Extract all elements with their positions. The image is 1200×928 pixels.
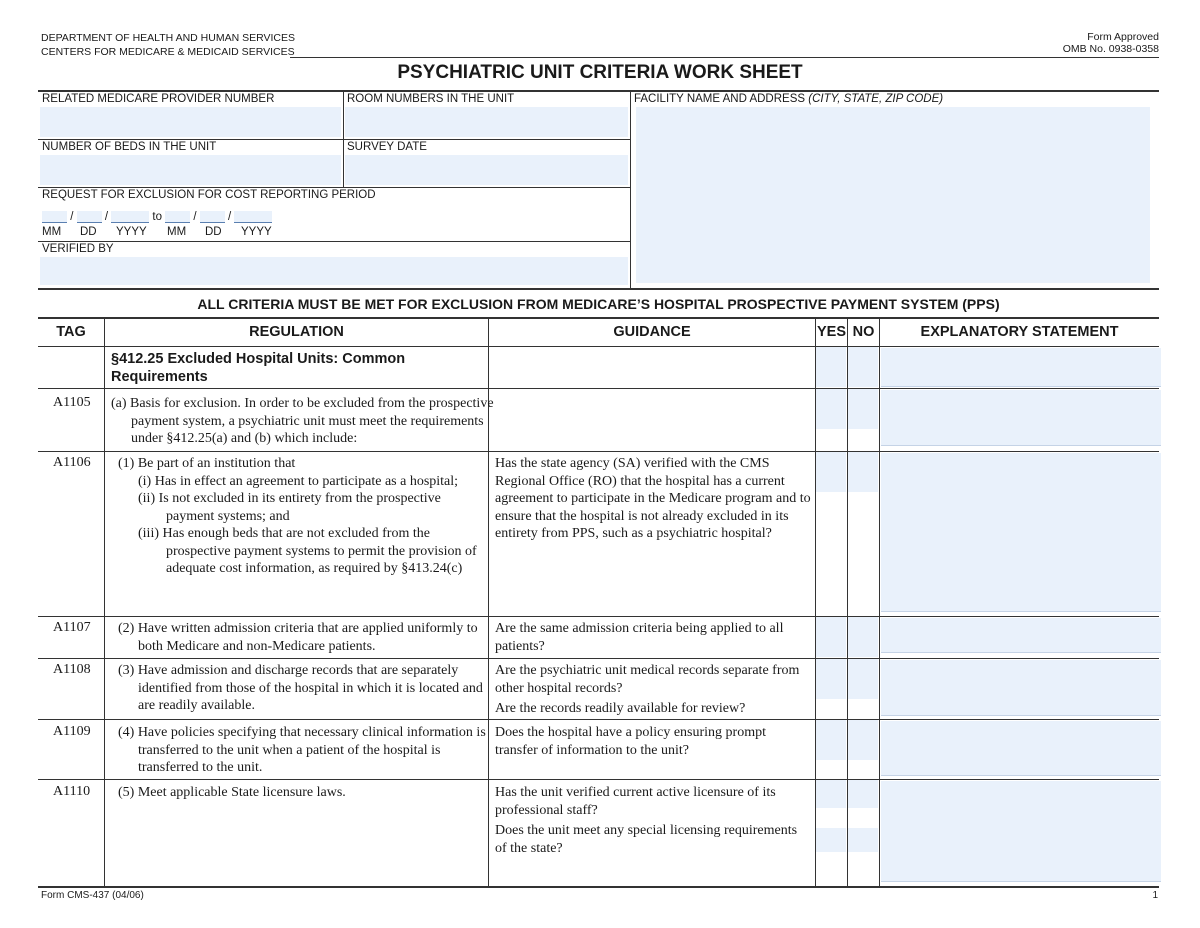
tag-a1108: A1108 bbox=[53, 662, 91, 677]
beds-label: NUMBER OF BEDS IN THE UNIT bbox=[42, 141, 217, 153]
no-checkbox[interactable] bbox=[848, 347, 878, 387]
col-no: NO bbox=[852, 324, 875, 340]
yes-checkbox[interactable] bbox=[816, 659, 846, 699]
guidance-a1109: Does the hospital have a policy ensuring prompt transfer of information to the unit? bbox=[495, 725, 766, 758]
criteria-banner: ALL CRITERIA MUST BE MET FOR EXCLUSION FROM MEDICARE’S HOSPITAL PROSPECTIVE PAYMENT SYSTEM (PPS) bbox=[197, 296, 1000, 312]
regulation-a1105: (a) Basis for exclusion. In order to be excluded from the prospective payment system, a psychiatric unit must meet the requirements under §412.25(a) and (b) which include: bbox=[111, 396, 494, 446]
exclusion-period-label: REQUEST FOR EXCLUSION FOR COST REPORTING PERIOD bbox=[42, 189, 376, 201]
no-checkbox[interactable] bbox=[848, 720, 878, 760]
survey-date-input[interactable] bbox=[345, 155, 628, 185]
agency-line-1: DEPARTMENT OF HEALTH AND HUMAN SERVICES bbox=[41, 32, 295, 44]
section-heading: §412.25 Excluded Hospital Units: Common Requirements bbox=[111, 351, 406, 385]
agency-block bbox=[41, 31, 295, 59]
end-mm-input[interactable] bbox=[165, 211, 190, 223]
room-numbers-input[interactable] bbox=[345, 107, 628, 137]
regulation-a1107: (2) Have written admission criteria that are applied uniformly to both Medicare and non-Medicare patients. bbox=[118, 621, 478, 654]
page-number: 1 bbox=[1152, 890, 1158, 901]
tag-a1109: A1109 bbox=[53, 724, 91, 739]
hint-yyyy: YYYY bbox=[241, 226, 272, 238]
hint-yyyy: YYYY bbox=[116, 226, 147, 238]
yes-checkbox[interactable] bbox=[816, 452, 846, 492]
tag-a1110: A1110 bbox=[53, 784, 91, 799]
date-separator: / bbox=[70, 211, 74, 224]
explanatory-input[interactable] bbox=[881, 660, 1161, 716]
guidance-a1108-q2: Are the records readily available for review? bbox=[495, 701, 746, 716]
regulation-a1110: (5) Meet applicable State licensure laws. bbox=[118, 785, 346, 800]
yes-checkbox[interactable] bbox=[816, 828, 846, 852]
regulation-a1106-i: (i) Has in effect an agreement to participate as a hospital; bbox=[138, 473, 459, 489]
date-separator: / bbox=[193, 211, 197, 224]
regulation-a1106-intro: (1) Be part of an institution that bbox=[118, 456, 296, 471]
hint-mm: MM bbox=[42, 226, 62, 238]
page-title: PSYCHIATRIC UNIT CRITERIA WORK SHEET bbox=[397, 62, 803, 83]
no-checkbox[interactable] bbox=[848, 452, 878, 492]
beds-input[interactable] bbox=[40, 155, 341, 185]
omb-number: OMB No. 0938-0358 bbox=[1062, 43, 1159, 55]
tag-a1107: A1107 bbox=[53, 620, 91, 635]
yes-checkbox[interactable] bbox=[816, 389, 846, 429]
yes-checkbox[interactable] bbox=[816, 347, 846, 387]
explanatory-input[interactable] bbox=[881, 781, 1161, 882]
guidance-a1108-q1: Are the psychiatric unit medical records separate from other hospital records? bbox=[495, 663, 800, 696]
facility-label-text: FACILITY NAME AND ADDRESS bbox=[634, 93, 806, 105]
tag-a1105: A1105 bbox=[53, 395, 91, 410]
regulation-a1109: (4) Have policies specifying that necessary clinical information is transferred to the unit when a patient of the hospital is transferred to the unit. bbox=[118, 725, 486, 775]
exclusion-date-range bbox=[42, 211, 272, 223]
hint-mm: MM bbox=[167, 226, 187, 238]
col-guidance: GUIDANCE bbox=[613, 324, 691, 340]
no-checkbox[interactable] bbox=[848, 828, 878, 852]
agency-line-2: CENTERS FOR MEDICARE & MEDICAID SERVICES bbox=[41, 46, 295, 58]
col-yes: YES bbox=[816, 324, 846, 340]
form-id: Form CMS-437 (04/06) bbox=[41, 890, 144, 901]
verified-by-label: VERIFIED BY bbox=[42, 243, 114, 255]
explanatory-input[interactable] bbox=[881, 453, 1161, 612]
start-dd-input[interactable] bbox=[77, 211, 102, 223]
provider-number-label: RELATED MEDICARE PROVIDER NUMBER bbox=[42, 93, 275, 105]
no-checkbox[interactable] bbox=[848, 617, 878, 657]
yes-checkbox[interactable] bbox=[816, 720, 846, 760]
tag-a1106: A1106 bbox=[53, 455, 91, 470]
explanatory-input[interactable] bbox=[881, 618, 1161, 653]
col-regulation: REGULATION bbox=[249, 324, 344, 340]
regulation-a1106 bbox=[118, 455, 483, 578]
guidance-a1107: Are the same admission criteria being applied to all patients? bbox=[495, 621, 784, 654]
start-mm-input[interactable] bbox=[42, 211, 67, 223]
hint-dd: DD bbox=[205, 226, 222, 238]
guidance-a1106: Has the state agency (SA) verified with the CMS Regional Office (RO) that the hospital has a current agreement to participate in the Medicare program and to ensure that the hospital is not already excluded in its entirety from PPS, such as a psychiatric hospital? bbox=[495, 456, 811, 541]
explanatory-input[interactable] bbox=[881, 721, 1161, 776]
provider-number-input[interactable] bbox=[40, 107, 341, 137]
end-dd-input[interactable] bbox=[200, 211, 225, 223]
form-approved: Form Approved bbox=[1087, 31, 1159, 43]
date-separator: / bbox=[228, 211, 232, 224]
guidance-a1110-q2: Does the unit meet any special licensing requirements of the state? bbox=[495, 823, 798, 856]
col-tag: TAG bbox=[56, 324, 86, 340]
date-separator: / bbox=[104, 211, 109, 224]
regulation-a1108: (3) Have admission and discharge records that are separately identified from those of the hospital in which it is located and are readily available. bbox=[118, 663, 483, 713]
hint-dd: DD bbox=[80, 226, 97, 238]
end-yyyy-input[interactable] bbox=[234, 211, 272, 223]
facility-address-input[interactable] bbox=[636, 107, 1150, 283]
regulation-a1106-ii: (ii) Is not excluded in its entirety from the prospective payment systems; and bbox=[138, 491, 441, 524]
facility-label-hint: (CITY, STATE, ZIP CODE) bbox=[808, 93, 944, 105]
guidance-a1108 bbox=[495, 662, 811, 718]
no-checkbox[interactable] bbox=[848, 659, 878, 699]
yes-checkbox[interactable] bbox=[816, 780, 846, 808]
verified-by-input[interactable] bbox=[40, 257, 628, 285]
explanatory-input[interactable] bbox=[881, 390, 1161, 446]
survey-date-label: SURVEY DATE bbox=[347, 141, 427, 153]
col-explanatory: EXPLANATORY STATEMENT bbox=[920, 324, 1119, 340]
facility-label bbox=[634, 93, 943, 105]
regulation-a1106-iii: (iii) Has enough beds that are not excluded from the prospective payment systems to permit the provision of adequate cost information, as required by §413.24(c) bbox=[138, 526, 477, 576]
no-checkbox[interactable] bbox=[848, 780, 878, 808]
room-numbers-label: ROOM NUMBERS IN THE UNIT bbox=[347, 93, 515, 105]
guidance-a1110-q1: Has the unit verified current active licensure of its professional staff? bbox=[495, 785, 776, 818]
explanatory-input[interactable] bbox=[881, 348, 1161, 387]
start-yyyy-input[interactable] bbox=[111, 211, 149, 223]
omb-block bbox=[1063, 31, 1159, 55]
no-checkbox[interactable] bbox=[848, 389, 878, 429]
yes-checkbox[interactable] bbox=[816, 617, 846, 657]
guidance-a1110 bbox=[495, 784, 811, 857]
date-to-label: to bbox=[152, 211, 163, 224]
